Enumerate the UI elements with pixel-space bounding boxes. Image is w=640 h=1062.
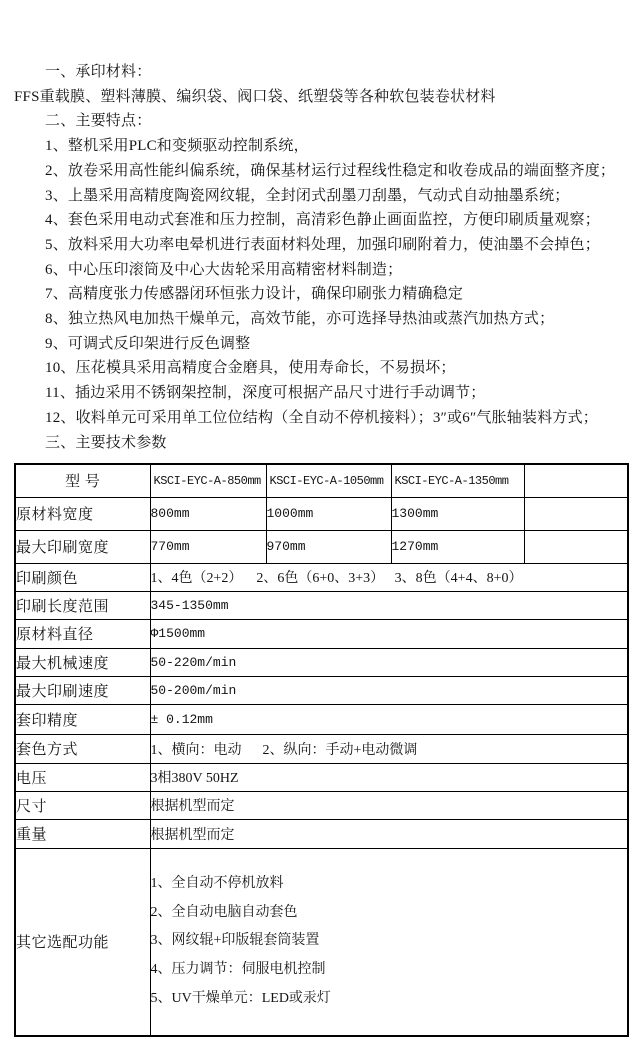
max-printing-speed-value: 50-200m/min	[150, 676, 628, 704]
voltage-label: 电压	[15, 763, 150, 791]
raw-material-width-cell-empty	[524, 497, 628, 530]
feature-item-11: 11、插边采用不锈钢架控制，深度可根据产品尺寸进行手动调节；	[45, 385, 486, 402]
raw-material-width-label: 原材料宽度	[15, 497, 150, 530]
feature-item-9: 9、可调式反印架进行反色调整	[45, 335, 251, 352]
optional-feature-2: 2、全自动电脑自动套色	[150, 904, 298, 920]
feature-item-4: 4、套色采用电动式套准和压力控制，高清彩色静止画面监控，方便印刷质量观察；	[45, 212, 600, 229]
materials-line: FFS重载膜、塑料薄膜、编织袋、阀口袋、纸塑袋等各种软包装卷状材料	[14, 88, 496, 105]
feature-item-6: 6、中心压印滚筒及中心大齿轮采用高精密材料制造；	[45, 261, 403, 278]
max-printing-width-cell-2: 970mm	[266, 530, 391, 563]
weight-row	[15, 819, 628, 848]
feature-item-1: 1、整机采用PLC和变频驱动控制系统，	[45, 138, 309, 155]
registration-method-value: 1、横向：电动 2、纵向：手动+电动微调	[150, 734, 628, 763]
max-printing-width-label: 最大印刷宽度	[15, 530, 150, 563]
raw-material-width-cell-3: 1300mm	[391, 497, 524, 530]
model-cell-3: KSCI-EYC-A-1350mm	[391, 464, 524, 497]
weight-value: 根据机型而定	[150, 819, 628, 848]
section-heading-features: 二、主要特点：	[45, 113, 152, 130]
model-cell-2: KSCI-EYC-A-1050mm	[266, 464, 391, 497]
print-colors-label: 印刷颜色	[15, 563, 150, 591]
registration-accuracy-row	[15, 704, 628, 734]
registration-method-row	[15, 734, 628, 763]
registration-accuracy-label: 套印精度	[15, 704, 150, 734]
feature-item-8: 8、独立热风电加热干燥单元，高效节能，亦可选择导热油或蒸汽加热方式；	[45, 311, 555, 328]
print-colors-row	[15, 563, 628, 591]
raw-material-diameter-row	[15, 619, 628, 648]
registration-method-label: 套色方式	[15, 734, 150, 763]
optional-feature-3: 3、网纹辊+印版辊套筒装置	[150, 933, 320, 949]
raw-material-diameter-value: Φ1500mm	[150, 619, 628, 648]
raw-material-diameter-label: 原材料直径	[15, 619, 150, 648]
optional-feature-1: 1、全自动不停机放料	[150, 876, 284, 892]
feature-item-12: 12、收料单元可采用单工位位结构（全自动不停机接料）；3″或6″气胀轴装料方式；	[45, 409, 598, 426]
spec-table	[14, 463, 629, 1037]
registration-accuracy-value: ± 0.12mm	[150, 704, 628, 734]
intro-text	[14, 60, 634, 455]
max-mechanical-speed-row	[15, 648, 628, 676]
optional-features-label: 其它选配功能	[15, 848, 150, 1036]
max-printing-width-row	[15, 530, 628, 563]
raw-material-width-cell-2: 1000mm	[266, 497, 391, 530]
print-length-range-row	[15, 591, 628, 619]
dimensions-label: 尺寸	[15, 791, 150, 819]
max-mechanical-speed-value: 50-220m/min	[150, 648, 628, 676]
feature-item-7: 7、高精度张力传感器闭环恒张力设计，确保印刷张力精确稳定	[45, 286, 464, 303]
voltage-row	[15, 763, 628, 791]
max-printing-speed-label: 最大印刷速度	[15, 676, 150, 704]
optional-features-list	[150, 848, 628, 1036]
max-mechanical-speed-label: 最大机械速度	[15, 648, 150, 676]
model-cell-empty	[524, 464, 628, 497]
max-printing-speed-row	[15, 676, 628, 704]
weight-label: 重量	[15, 819, 150, 848]
feature-item-2: 2、放卷采用高性能纠偏系统，确保基材运行过程线性稳定和收卷成品的端面整齐度；	[45, 162, 616, 179]
model-row-label: 型 号	[15, 464, 150, 497]
dimensions-value: 根据机型而定	[150, 791, 628, 819]
voltage-value: 3相380V 50HZ	[150, 763, 628, 791]
model-cell-1: KSCI-EYC-A-850mm	[150, 464, 266, 497]
print-length-range-value: 345-1350mm	[150, 591, 628, 619]
section-heading-parameters: 三、主要技术参数	[45, 434, 167, 451]
max-printing-width-cell-1: 770mm	[150, 530, 266, 563]
optional-feature-5: 5、UV干燥单元：LED或汞灯	[150, 990, 331, 1006]
print-length-range-label: 印刷长度范围	[15, 591, 150, 619]
feature-item-5: 5、放料采用大功率电晕机进行表面材料处理，加强印刷附着力，使油墨不会掉色；	[45, 236, 600, 253]
raw-material-width-cell-1: 800mm	[150, 497, 266, 530]
optional-features-row	[15, 848, 628, 1036]
max-printing-width-cell-empty	[524, 530, 628, 563]
model-row	[15, 464, 628, 497]
print-colors-value: 1、4色（2+2） 2、6色（6+0、3+3） 3、8色（4+4、8+0）	[150, 563, 628, 591]
dimensions-row	[15, 791, 628, 819]
feature-item-10: 10、压花模具采用高精度合金磨具，使用寿命长，不易损坏；	[45, 360, 456, 377]
raw-material-width-row	[15, 497, 628, 530]
section-heading-materials: 一、承印材料：	[45, 64, 152, 80]
max-printing-width-cell-3: 1270mm	[391, 530, 524, 563]
optional-feature-4: 4、压力调节：伺服电机控制	[150, 962, 326, 978]
feature-item-3: 3、上墨采用高精度陶瓷网纹辊，全封闭式刮墨刀刮墨，气动式自动抽墨系统；	[45, 187, 570, 204]
